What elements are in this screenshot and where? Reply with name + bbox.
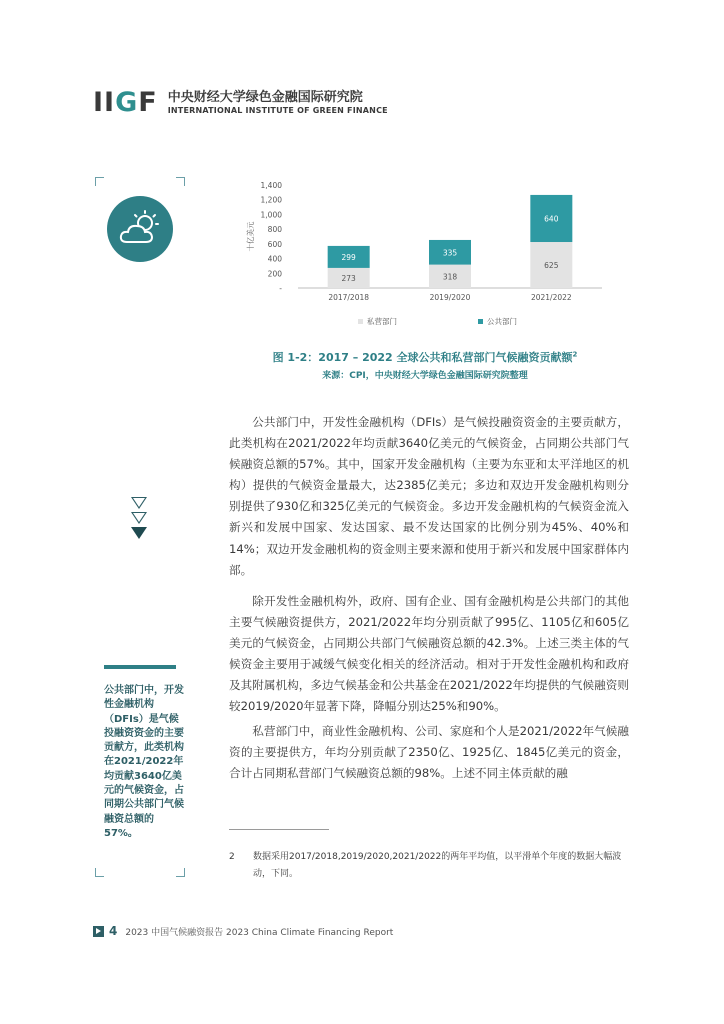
page-footer (93, 924, 393, 938)
climate-finance-chart (240, 175, 610, 335)
body-paragraph-3: 私营部门中，商业性金融机构、公司、家庭和个人是2021/2022年气候融资的主要提供方，年均分别贡献了2350亿、1925亿、1845亿美元的资金，合计占同期私营部门气候融资总额的98%。上述不同主体贡献的融 (229, 724, 629, 781)
sidebar-pull-quote: 公共部门中，开发性金融机构（DFIs）是气候投融资资金的主要贡献方，此类机构在2021/2022年均贡献3640亿美元的气候资金，占同期公共部门气候融资总额的57%。 (104, 685, 184, 839)
data-label: 640 (544, 214, 559, 224)
data-label: 273 (341, 273, 356, 283)
x-tick-label: 2021/2022 (530, 293, 572, 302)
org-name-en: INTERNATIONAL INSTITUTE OF GREEN FINANCE (167, 105, 388, 115)
body-paragraph-1: 公共部门中，开发性金融机构（DFIs）是气候投融资资金的主要贡献方，此类机构在2021/2022年均贡献3640亿美元的气候资金，占同期公共部门气候融资总额的57%。其中，国家开发金融机构（主要为东亚和太平洋地区的机构）提供的气候资金量最大，达2385亿美元；多边和双边开发金融机构则分别提供了930亿和325亿美元的气候资金。多边开发金融机构的气候资金流入新兴和发展中国家、发达国家、最不发达国家的比例分别为45%、40%和14%；双边开发金融机构的资金则主要来源和使用于新兴和发展中国家群体内部。 (229, 415, 629, 577)
footnote-rule (229, 829, 329, 830)
play-icon (93, 926, 104, 937)
figure-caption: 图 1-2：2017 – 2022 全球公共和私营部门气候融资贡献额$^2$ (272, 350, 578, 364)
sidebar-accent-bar (104, 665, 176, 669)
data-label: 335 (442, 248, 458, 258)
y-tick-label: 600 (267, 239, 282, 249)
body-paragraph-2: 除开发性金融机构外，政府、国有企业、国有金融机构是公共部门的其他主要气候融资提供方，2021/2022年均分别贡献了995亿、1105亿和605亿美元的气候资金，占同期公共部门气候融资总额的42.3%。上述三类主体的气候资金主要用于减缓气候变化相关的经济活动。相对于开发性金融机构和政府及其附属机构，多边气候基金和公共基金在2021/2022年均提供的气候融资则较2019/2020年显著下降，降幅分别达25%和90%。 (229, 594, 629, 714)
x-tick-label: 2017/2018 (328, 293, 370, 302)
footer-title: 2023 中国气候融资报告 2023 China Climate Financing Report (125, 927, 394, 938)
data-label: 318 (442, 272, 458, 282)
y-tick-label: 800 (267, 225, 282, 235)
figure-source: 来源：CPI，中央财经大学绿色金融国际研究院整理 (322, 371, 528, 381)
down-arrows-icon (131, 497, 147, 539)
y-tick-label: 1,200 (260, 195, 282, 205)
org-name-cn: 中央财经大学绿色金融国际研究院 (167, 89, 363, 105)
footnote-text: 数据采用2017/2018,2019/2020,2021/2022的两年平均值，以平滑单个年度的数据大幅波动，下同。 (253, 852, 622, 879)
x-tick-label: 2019/2020 (429, 293, 471, 302)
data-label: 625 (544, 261, 559, 271)
y-axis-label: 十亿美元 (246, 221, 255, 252)
legend-swatch (358, 319, 363, 324)
footnote (229, 849, 629, 883)
footnote-number: 2 (229, 852, 235, 862)
legend-label: 公共部门 (487, 317, 517, 326)
y-tick-label: 400 (267, 254, 282, 264)
institute-logo (93, 89, 388, 116)
cloud-sun-icon (107, 196, 173, 262)
y-tick-label: 1,400 (260, 181, 282, 190)
legend-swatch (478, 319, 483, 324)
legend-label: 私营部门 (367, 317, 397, 326)
data-label: 299 (341, 252, 356, 262)
logo-mark: IIGF (93, 87, 158, 118)
y-tick-label: 1,000 (260, 210, 282, 220)
y-tick-label: - (279, 284, 282, 293)
page-number: 4 (109, 924, 118, 938)
y-tick-label: 200 (267, 269, 282, 279)
